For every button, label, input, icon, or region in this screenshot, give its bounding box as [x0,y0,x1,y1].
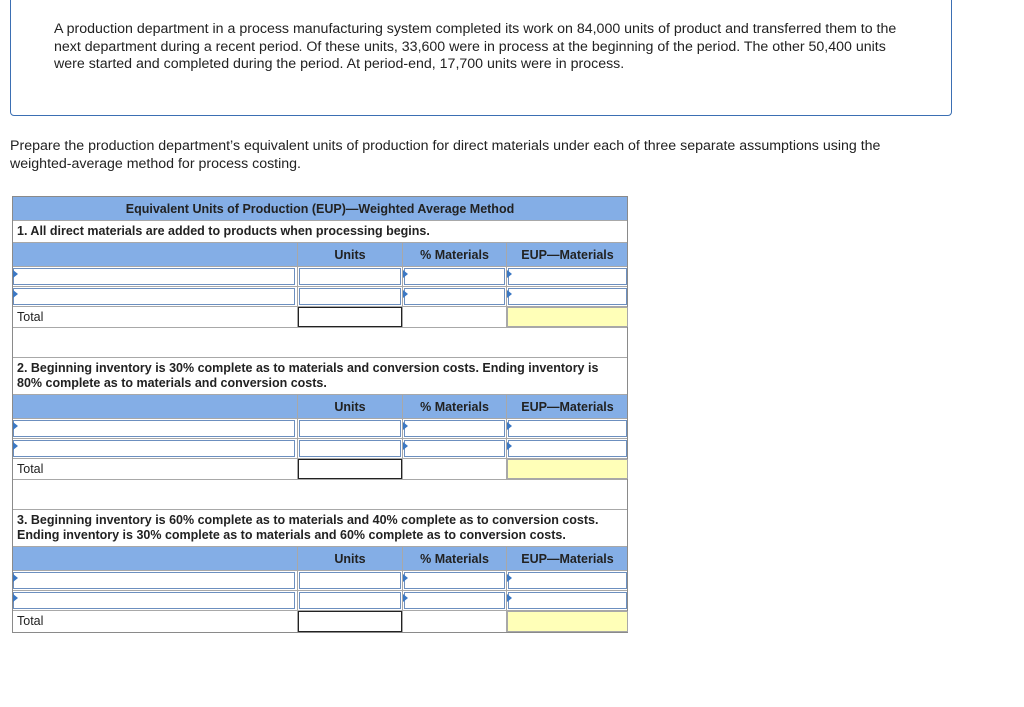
header-row-3 [13,547,627,571]
table-row [13,287,627,307]
s1-row1-eup-input[interactable] [508,268,627,285]
s1-total-eup-input[interactable] [507,307,628,327]
s1-row2-pct-input[interactable] [404,288,505,305]
s3-row1-label-select[interactable] [13,572,295,589]
dropdown-marker-icon [403,422,408,430]
section-spacer [13,328,627,358]
s3-total-eup-input[interactable] [507,611,628,632]
table-row [13,591,627,611]
header-pct-materials: % Materials [402,395,506,418]
total-label: Total [17,310,44,324]
s3-row2-units-input[interactable] [299,592,401,609]
dropdown-marker-icon [507,442,512,450]
dropdown-marker-icon [507,290,512,298]
header-eup-materials: EUP—Materials [506,547,628,570]
s2-row1-eup-input[interactable] [508,420,627,437]
question-2: 2. Beginning inventory is 30% complete as to materials and conversion costs. Ending inventory is 80% complete as to materials and conversion costs. [13,358,627,395]
header-eup-materials: EUP—Materials [506,395,628,418]
dropdown-marker-icon [403,442,408,450]
s3-row1-eup-input[interactable] [508,572,627,589]
dropdown-marker-icon [403,594,408,602]
table-row [13,439,627,459]
s2-row1-label-select[interactable] [13,420,295,437]
dropdown-marker-icon [403,574,408,582]
s2-row2-units-input[interactable] [299,440,401,457]
dropdown-marker-icon [403,270,408,278]
s2-row2-label-select[interactable] [13,440,295,457]
total-row-1 [13,307,627,328]
s2-row2-eup-input[interactable] [508,440,627,457]
header-eup-materials: EUP—Materials [506,243,628,266]
eup-table [12,196,628,633]
s1-row1-label-select[interactable] [13,268,295,285]
dropdown-marker-icon [13,442,18,450]
s2-row1-pct-input[interactable] [404,420,505,437]
s3-row2-pct-input[interactable] [404,592,505,609]
table-row [13,571,627,591]
table-row [13,419,627,439]
s1-row1-units-input[interactable] [299,268,401,285]
s2-row2-pct-input[interactable] [404,440,505,457]
header-units: Units [297,547,402,570]
dropdown-marker-icon [13,594,18,602]
total-row-2 [13,459,627,480]
dropdown-marker-icon [403,290,408,298]
section-spacer [13,480,627,510]
s3-row1-units-input[interactable] [299,572,401,589]
s1-row1-pct-input[interactable] [404,268,505,285]
s3-row2-label-select[interactable] [13,592,295,609]
s1-row2-units-input[interactable] [299,288,401,305]
header-row-2 [13,395,627,419]
dropdown-marker-icon [507,594,512,602]
table-title: Equivalent Units of Production (EUP)—Weighted Average Method [13,197,627,221]
question-3: 3. Beginning inventory is 60% complete as to materials and 40% complete as to conversion costs. Ending inventory is 30% complete as to materials and 60% complete as to conversion costs. [13,510,627,547]
s3-row1-pct-input[interactable] [404,572,505,589]
s1-row2-label-select[interactable] [13,288,295,305]
dropdown-marker-icon [13,422,18,430]
s1-row2-eup-input[interactable] [508,288,627,305]
total-row-3 [13,611,627,632]
instructions-text: Prepare the production department’s equivalent units of production for direct materials under each of three separate assumptions using the weighted-average method for process costing. [10,138,881,172]
s3-row2-eup-input[interactable] [508,592,627,609]
header-units: Units [297,243,402,266]
problem-statement-text: A production department in a process manufacturing system completed its work on 84,000 units of product and transferred them to the next department during a recent period. Of these units, 33,600 were in process at the beginning of the period. The other 50,400 units were started and completed during the period. At period-end, 17,700 units were in process. [54,21,897,72]
header-pct-materials: % Materials [402,547,506,570]
table-row [13,267,627,287]
total-label: Total [17,462,44,476]
dropdown-marker-icon [13,574,18,582]
header-pct-materials: % Materials [402,243,506,266]
s1-total-units-input[interactable] [298,307,402,327]
dropdown-marker-icon [507,422,512,430]
total-label: Total [17,614,44,628]
dropdown-marker-icon [507,270,512,278]
s2-row1-units-input[interactable] [299,420,401,437]
dropdown-marker-icon [507,574,512,582]
question-1: 1. All direct materials are added to products when processing begins. [13,221,627,243]
s3-total-units-input[interactable] [298,611,402,632]
header-units: Units [297,395,402,418]
dropdown-marker-icon [13,270,18,278]
header-row-1 [13,243,627,267]
s2-total-units-input[interactable] [298,459,402,479]
dropdown-marker-icon [13,290,18,298]
s2-total-eup-input[interactable] [507,459,628,479]
